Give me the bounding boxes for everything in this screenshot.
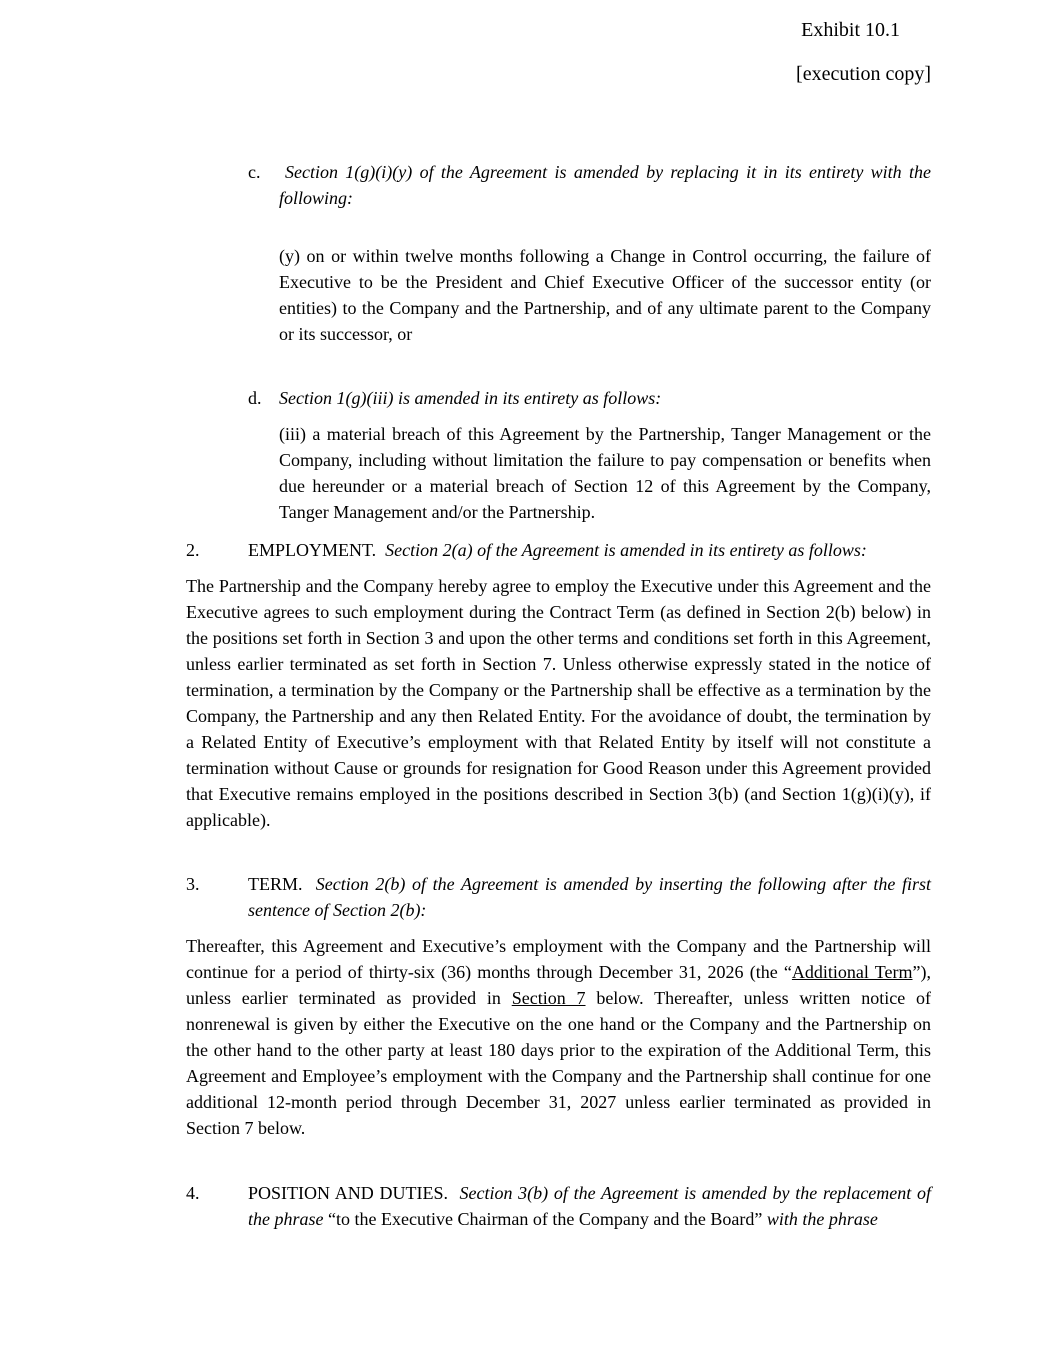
section-4-number: 4.: [186, 1183, 200, 1203]
section-3-body-part-1: Thereafter, this Agreement and Executive’s employment with the Company and the Partnership will continue for a period of thirty-six (36) months through December 31, 2026 (the “: [186, 936, 931, 982]
item-d-body: (iii) a material breach of this Agreement by the Partnership, Tanger Management or the Company, including without limitation the failure to pay compensation or benefits when due hereunder or a material breach of Section 12 of this Agreement by the Company, Tanger Management and/or the Partnership.: [279, 424, 931, 522]
section-4-heading: [248, 1180, 931, 1232]
section-4-intro-2: with the phrase: [766, 1209, 878, 1229]
section-2-body: The Partnership and the Company hereby agree to employ the Executive under this Agreement and the Executive agrees to such employment during the Contract Term (as defined in Section 2(b) below) in the positions set forth in Section 3 and upon the other terms and conditions set forth in this Agreement, unless earlier terminated as set forth in Section 7. Unless otherwise expressly stated in the notice of termination, a termination by the Company or the Partnership shall be effective as a termination by the Company, the Partnership and any then Related Entity. For the avoidance of doubt, the termination by a Related Entity of Executive’s employment with that Related Entity by itself will not constitute a termination without Cause or grounds for resignation for Good Reason under this Agreement provided that Executive remains employed in the positions described in Section 3(b) (and Section 1(g)(i)(y), if applicable).: [186, 576, 931, 830]
section-2-intro: Section 2(a) of the Agreement is amended in its entirety as follows:: [385, 540, 867, 560]
section-3-body-part-3: below. Thereafter, unless written notice of nonrenewal is given by either the Executive on the one hand or the Company and the Partnership on the other hand to the other party at least 180 days prior to the expiration of the Additional Term, this Agreement and Employee’s employment with the Company and the Partnership shall continue for one additional 12-month period through December 31, 2027 unless earlier terminated as provided in Section 7 below.: [186, 988, 931, 1138]
section-4-intro-1: Section 3(b) of the Agreement is amended by the replacement of the phrase: [248, 1183, 932, 1229]
section-2-title: EMPLOYMENT.: [248, 540, 377, 560]
section-2-number: 2.: [186, 540, 200, 560]
item-d-heading: Section 1(g)(iii) is amended in its entirety as follows:: [279, 388, 662, 408]
section-4-title: POSITION AND DUTIES.: [248, 1183, 448, 1203]
item-c-label: c.: [248, 162, 261, 182]
section-4-quote: “to the Executive Chairman of the Company and the Board”: [328, 1209, 763, 1229]
section-3-body: [186, 933, 931, 1141]
section-3-intro: Section 2(b) of the Agreement is amended by inserting the following after the first sentence of Section 2(b):: [248, 874, 931, 920]
section-3-title: TERM.: [248, 874, 303, 894]
section-3-number: 3.: [186, 874, 200, 894]
section-3-heading: [248, 871, 931, 923]
item-d-label: d.: [248, 388, 262, 408]
additional-term-definition: Additional Term: [791, 962, 913, 982]
execution-copy-label: [execution copy]: [796, 63, 931, 85]
exhibit-label: Exhibit 10.1: [801, 19, 900, 41]
item-c-heading: Section 1(g)(i)(y) of the Agreement is amended by replacing it in its entirety with the following:: [279, 162, 931, 208]
item-c-body: (y) on or within twelve months following a Change in Control occurring, the failure of Executive to be the President and Chief Executive Officer of the successor entity (or entities) to the Company and the Partnership, and of any ultimate parent to the Company or its successor, or: [279, 246, 931, 344]
section-3-body-part-2: ”), unless earlier terminated as provided in: [186, 962, 931, 1008]
section-2-heading: [248, 537, 931, 563]
section-7-reference: Section 7: [511, 988, 586, 1008]
